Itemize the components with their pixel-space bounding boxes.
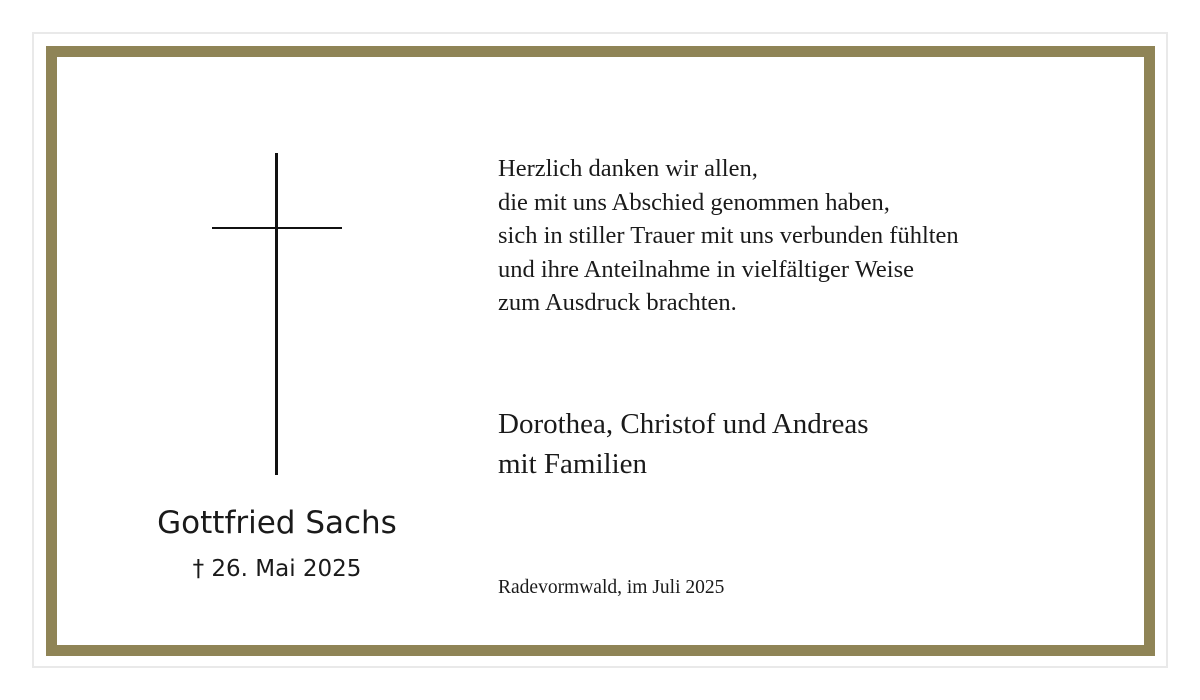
signature-line: mit Familien xyxy=(498,448,648,480)
signature-line: Dorothea, Christof und Andreas xyxy=(498,408,869,440)
message-line: Herzlich danken wir allen, xyxy=(498,155,758,182)
deceased-name: Gottfried Sachs xyxy=(157,505,397,541)
family-signature xyxy=(498,404,1138,484)
cross-vertical-bar xyxy=(275,153,278,475)
thank-you-message xyxy=(498,152,1138,320)
message-line: sich in stiller Trauer mit uns verbunden fühlten xyxy=(498,222,959,249)
message-line: zum Ausdruck brachten. xyxy=(498,289,737,316)
message-line: und ihre Anteilnahme in vielfältiger Weise xyxy=(498,255,914,283)
message-line: die mit uns Abschied genommen haben, xyxy=(498,188,890,216)
place-and-date: Radevormwald, im Juli 2025 xyxy=(498,577,725,598)
death-date: † 26. Mai 2025 xyxy=(192,556,362,582)
cross-horizontal-bar xyxy=(212,227,342,229)
